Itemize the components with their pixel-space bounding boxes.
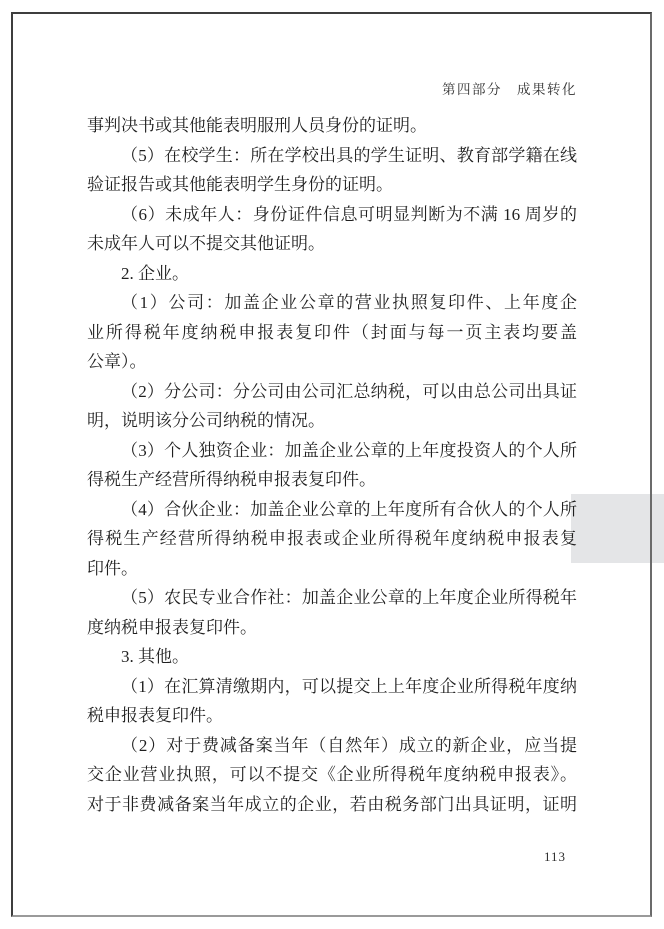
text-line: 验证报告或其他能表明学生身份的证明。 bbox=[87, 175, 393, 194]
page-number: 113 bbox=[544, 849, 567, 864]
text-line: 未成年人可以不提交其他证明。 bbox=[87, 234, 325, 253]
body-text bbox=[87, 111, 577, 819]
text-line: 得税生产经营所得纳税申报表复印件。 bbox=[87, 470, 376, 489]
text-line: （1）公司：加盖企业公章的营业执照复印件、上年度企 bbox=[121, 293, 577, 312]
text-line: （5）在校学生：所在学校出具的学生证明、教育部学籍在线 bbox=[121, 145, 577, 165]
text-line: 2. 企业。 bbox=[121, 263, 189, 283]
text-line: 明，说明该分公司纳税的情况。 bbox=[87, 411, 325, 430]
text-line: 印件。 bbox=[87, 558, 138, 578]
text-line: （6）未成年人：身份证件信息可明显判断为不满 16 周岁的 bbox=[121, 204, 577, 224]
running-header: 第四部分 成果转化 bbox=[442, 82, 577, 97]
text-line: 税申报表复印件。 bbox=[87, 706, 223, 725]
text-line: （5）农民专业合作社：加盖企业公章的上年度企业所得税年 bbox=[121, 588, 577, 607]
text-line: 业所得税年度纳税申报表复印件（封面与每一页主表均要盖 bbox=[87, 322, 577, 342]
text-line: （2）分公司：分公司由公司汇总纳税，可以由总公司出具证 bbox=[121, 381, 577, 401]
text-line: 得税生产经营所得纳税申报表或企业所得税年度纳税申报表复 bbox=[87, 529, 577, 548]
page-edge-tab bbox=[571, 494, 664, 563]
text-line: 事判决书或其他能表明服刑人员身份的证明。 bbox=[87, 116, 427, 135]
text-line: （1）在汇算清缴期内，可以提交上上年度企业所得税年度纳 bbox=[121, 676, 577, 696]
text-line: 3. 其他。 bbox=[121, 647, 189, 666]
text-line: 交企业营业执照，可以不提交《企业所得税年度纳税申报表》。 bbox=[87, 765, 577, 784]
text-line: 度纳税申报表复印件。 bbox=[87, 617, 257, 637]
text-line: （3）个人独资企业：加盖企业公章的上年度投资人的个人所 bbox=[121, 440, 577, 460]
text-line: 公章）。 bbox=[87, 352, 147, 371]
text-line: 对于非费减备案当年成立的企业，若由税务部门出具证明，证明 bbox=[87, 794, 577, 814]
text-line: （2）对于费减备案当年（自然年）成立的新企业，应当提 bbox=[121, 735, 577, 755]
text-line: （4）合伙企业：加盖企业公章的上年度所有合伙人的个人所 bbox=[121, 499, 577, 519]
